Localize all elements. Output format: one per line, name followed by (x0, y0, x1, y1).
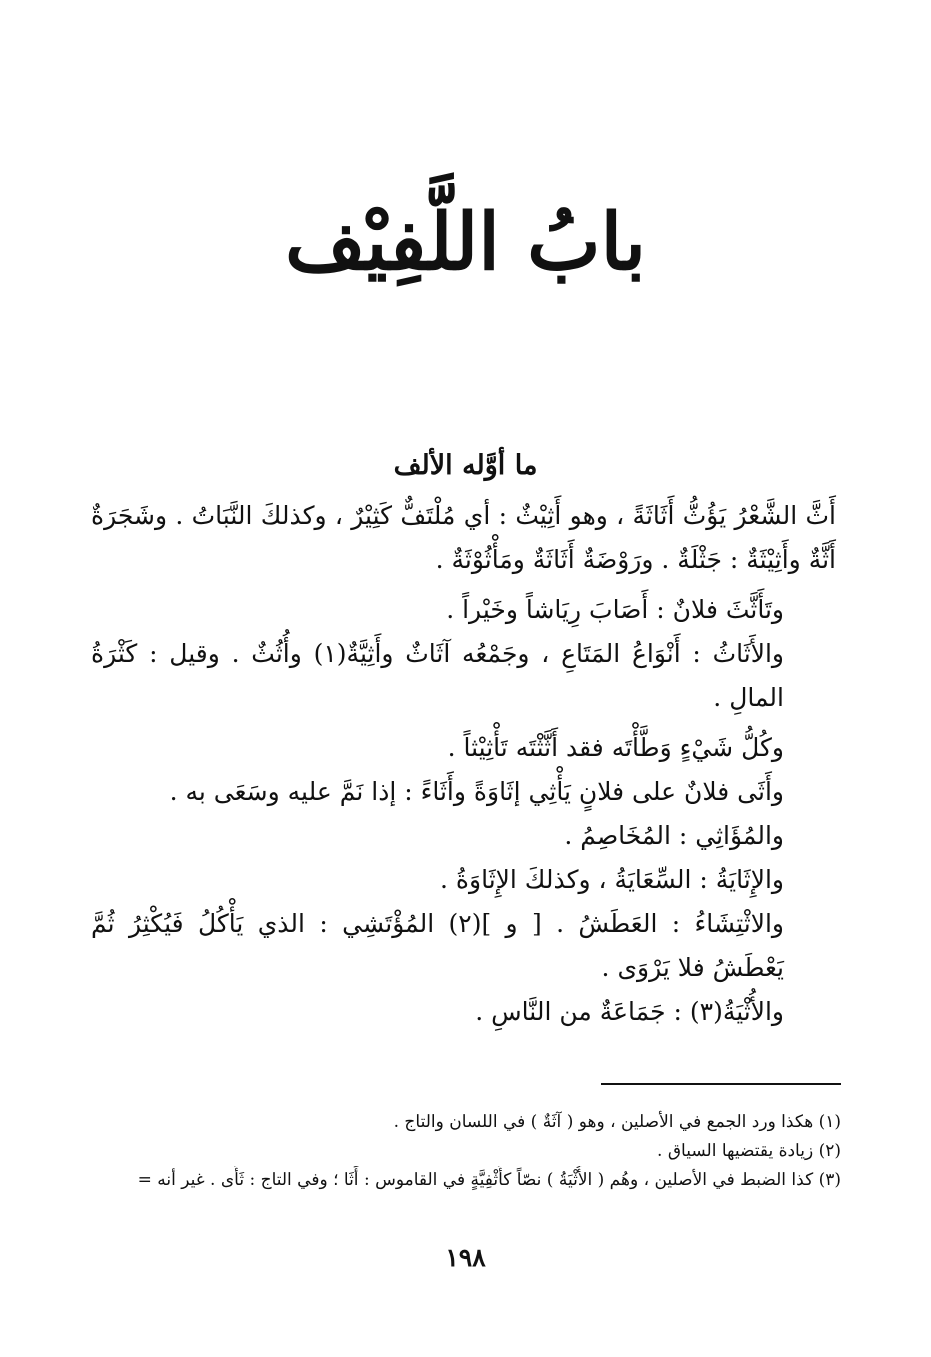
footnotes (91, 1108, 841, 1195)
paragraph: والمُؤَاثِي : المُخَاصِمُ . (564, 821, 784, 850)
paragraph: وتَأَثَّثَ فلانٌ : أَصَابَ رِيَاشاً وخَيْراً . (446, 595, 784, 624)
paragraph: والأُثْيَةُ(٣) : جَمَاعَةٌ من النَّاسِ . (475, 997, 784, 1026)
footnote: (١) هكذا ورد الجمع في الأصلين ، وهو ( آثَةٌ ) في اللسان والتاج . (393, 1112, 841, 1132)
paragraph: وأَثَى فلانٌ على فلانٍ يَأْثِي إثَاوَةً وأَثَاءً : إذا نَمَّ عليه وسَعَى به . (169, 777, 784, 806)
paragraph: والأَثَاثُ : أَنْوَاعُ المَتَاعِ ، وجَمْعُه آثَاثٌ وأَثِيَّةٌ(١) وأُثُثٌ . وقيل : كَثْرَةُ المالِ . (91, 639, 784, 712)
section-heading: ما أوَّله الألف (393, 450, 538, 481)
body-text (91, 494, 836, 1034)
footnote-divider (601, 1083, 841, 1085)
paragraph: والاثْتِشَاءُ : العَطَشُ . [ و ](٢) المُؤْتَشِي : الذي يَأْكُلُ فَيُكْثِرُ ثُمَّ يَعْطَشُ فلا يَرْوَى . (91, 909, 784, 982)
footnote: (٢) زيادة يقتضيها السياق . (657, 1141, 841, 1161)
page-number: ١٩٨ (445, 1243, 486, 1272)
paragraph: أَثَّ الشَّعْرُ يَؤُثُّ أَثَاثَةً ، وهو أَثِيْثٌ : أي مُلْتَفٌّ كَثِيْرٌ ، وكذلكَ النَّبَاتُ . وشَجَرَةٌ أَثَّةٌ وأَثِيْثَةٌ : جَثْلَةٌ . ورَوْضَةٌ أَثَاثَةٌ ومَأْثُوْثَةٌ . (91, 501, 836, 574)
footnote: (٣) كذا الضبط في الأصلين ، وهُم ( الأُثْيَةُ ) نصّاً كأُثْفِيَّةٍ في القاموس : أَثَا ؛ وفي التاج : ثَأَى . غير أنه = (137, 1170, 841, 1190)
chapter-title: بابُ اللَّفِيْف (284, 197, 647, 288)
paragraph: وكُلُّ شَيْءٍ وَطَّأْتَه فقد أَثَّثْتَه تَأْثِيْثاً . (447, 733, 784, 762)
paragraph: والإِثَايَةُ : السِّعَايَةُ ، وكذلكَ الإِثَاوَةُ . (440, 865, 784, 894)
